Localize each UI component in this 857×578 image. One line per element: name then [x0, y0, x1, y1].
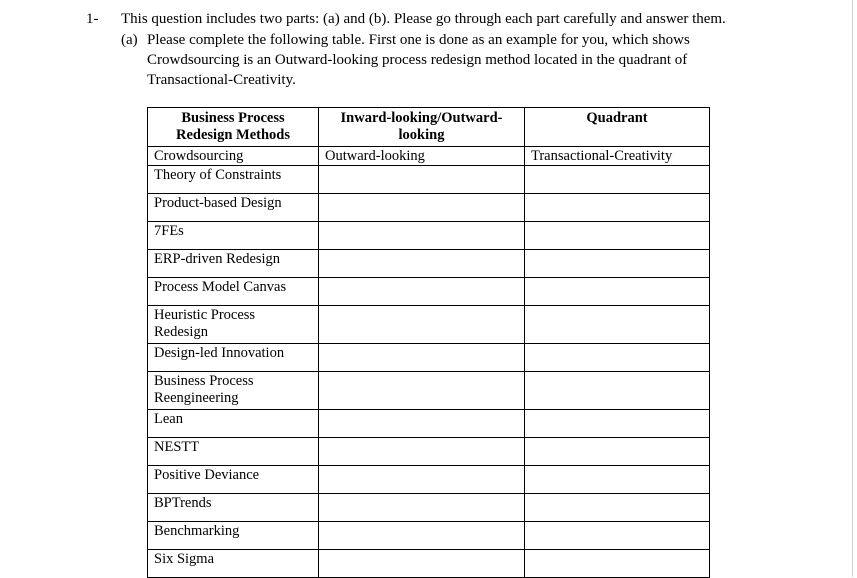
- quadrant-cell[interactable]: [525, 494, 710, 522]
- quadrant-cell[interactable]: [525, 306, 710, 344]
- page-edge: [852, 0, 853, 577]
- table-header-row: [148, 108, 710, 147]
- method-cell: Design-led Innovation: [148, 344, 319, 372]
- part-a-line-3: Transactional-Creativity.: [147, 72, 296, 88]
- part-a-line-2: Crowdsourcing is an Outward-looking process redesign method located in the quadrant of: [147, 52, 688, 68]
- table-row: [148, 522, 710, 550]
- method-cell: BPTrends: [148, 494, 319, 522]
- method-cell: Heuristic Process Redesign: [148, 306, 319, 344]
- looking-cell[interactable]: [319, 344, 525, 372]
- method-cell: Benchmarking: [148, 522, 319, 550]
- method-cell: 7FEs: [148, 222, 319, 250]
- method-cell: Business Process Reengineering: [148, 372, 319, 410]
- quadrant-cell[interactable]: [525, 410, 710, 438]
- header-method: Business Process Redesign Methods: [148, 108, 319, 147]
- table-row: [148, 147, 710, 166]
- method-cell: Six Sigma: [148, 550, 319, 578]
- table-row: [148, 466, 710, 494]
- table-row: [148, 306, 710, 344]
- table-row: [148, 494, 710, 522]
- quadrant-cell[interactable]: [525, 250, 710, 278]
- part-a-label: (a): [121, 32, 138, 48]
- table-row: [148, 278, 710, 306]
- method-cell: Positive Deviance: [148, 466, 319, 494]
- quadrant-cell[interactable]: [525, 194, 710, 222]
- looking-cell[interactable]: [319, 466, 525, 494]
- table-row: [148, 222, 710, 250]
- header-looking: Inward-looking/Outward-looking: [319, 108, 525, 147]
- table-row: [148, 410, 710, 438]
- quadrant-cell[interactable]: [525, 166, 710, 194]
- method-cell: ERP-driven Redesign: [148, 250, 319, 278]
- looking-cell[interactable]: [319, 250, 525, 278]
- looking-cell[interactable]: [319, 278, 525, 306]
- looking-cell[interactable]: [319, 410, 525, 438]
- method-cell: Process Model Canvas: [148, 278, 319, 306]
- quadrant-cell[interactable]: [525, 372, 710, 410]
- looking-cell[interactable]: [319, 438, 525, 466]
- quadrant-cell[interactable]: Transactional-Creativity: [525, 147, 710, 166]
- method-cell: Theory of Constraints: [148, 166, 319, 194]
- looking-cell[interactable]: [319, 306, 525, 344]
- method-cell: Lean: [148, 410, 319, 438]
- quadrant-cell[interactable]: [525, 466, 710, 494]
- method-cell: Product-based Design: [148, 194, 319, 222]
- quadrant-cell[interactable]: [525, 438, 710, 466]
- header-quadrant: Quadrant: [525, 108, 710, 147]
- redesign-methods-table: [147, 107, 710, 578]
- quadrant-cell[interactable]: [525, 344, 710, 372]
- quadrant-cell[interactable]: [525, 278, 710, 306]
- question-number: 1-: [86, 11, 99, 27]
- table-row: [148, 438, 710, 466]
- looking-cell[interactable]: [319, 222, 525, 250]
- looking-cell[interactable]: [319, 522, 525, 550]
- looking-cell[interactable]: [319, 166, 525, 194]
- looking-cell[interactable]: [319, 194, 525, 222]
- table-row: [148, 372, 710, 410]
- method-cell: NESTT: [148, 438, 319, 466]
- table-row: [148, 344, 710, 372]
- table-row: [148, 550, 710, 578]
- looking-cell[interactable]: [319, 372, 525, 410]
- part-a-line-1: Please complete the following table. First one is done as an example for you, which shows: [147, 32, 690, 48]
- looking-cell[interactable]: Outward-looking: [319, 147, 525, 166]
- table-row: [148, 166, 710, 194]
- table-row: [148, 194, 710, 222]
- looking-cell[interactable]: [319, 550, 525, 578]
- question-intro: This question includes two parts: (a) and (b). Please go through each part carefully and answer them.: [121, 11, 726, 27]
- quadrant-cell[interactable]: [525, 522, 710, 550]
- looking-cell[interactable]: [319, 494, 525, 522]
- method-cell: Crowdsourcing: [148, 147, 319, 166]
- quadrant-cell[interactable]: [525, 550, 710, 578]
- table-row: [148, 250, 710, 278]
- quadrant-cell[interactable]: [525, 222, 710, 250]
